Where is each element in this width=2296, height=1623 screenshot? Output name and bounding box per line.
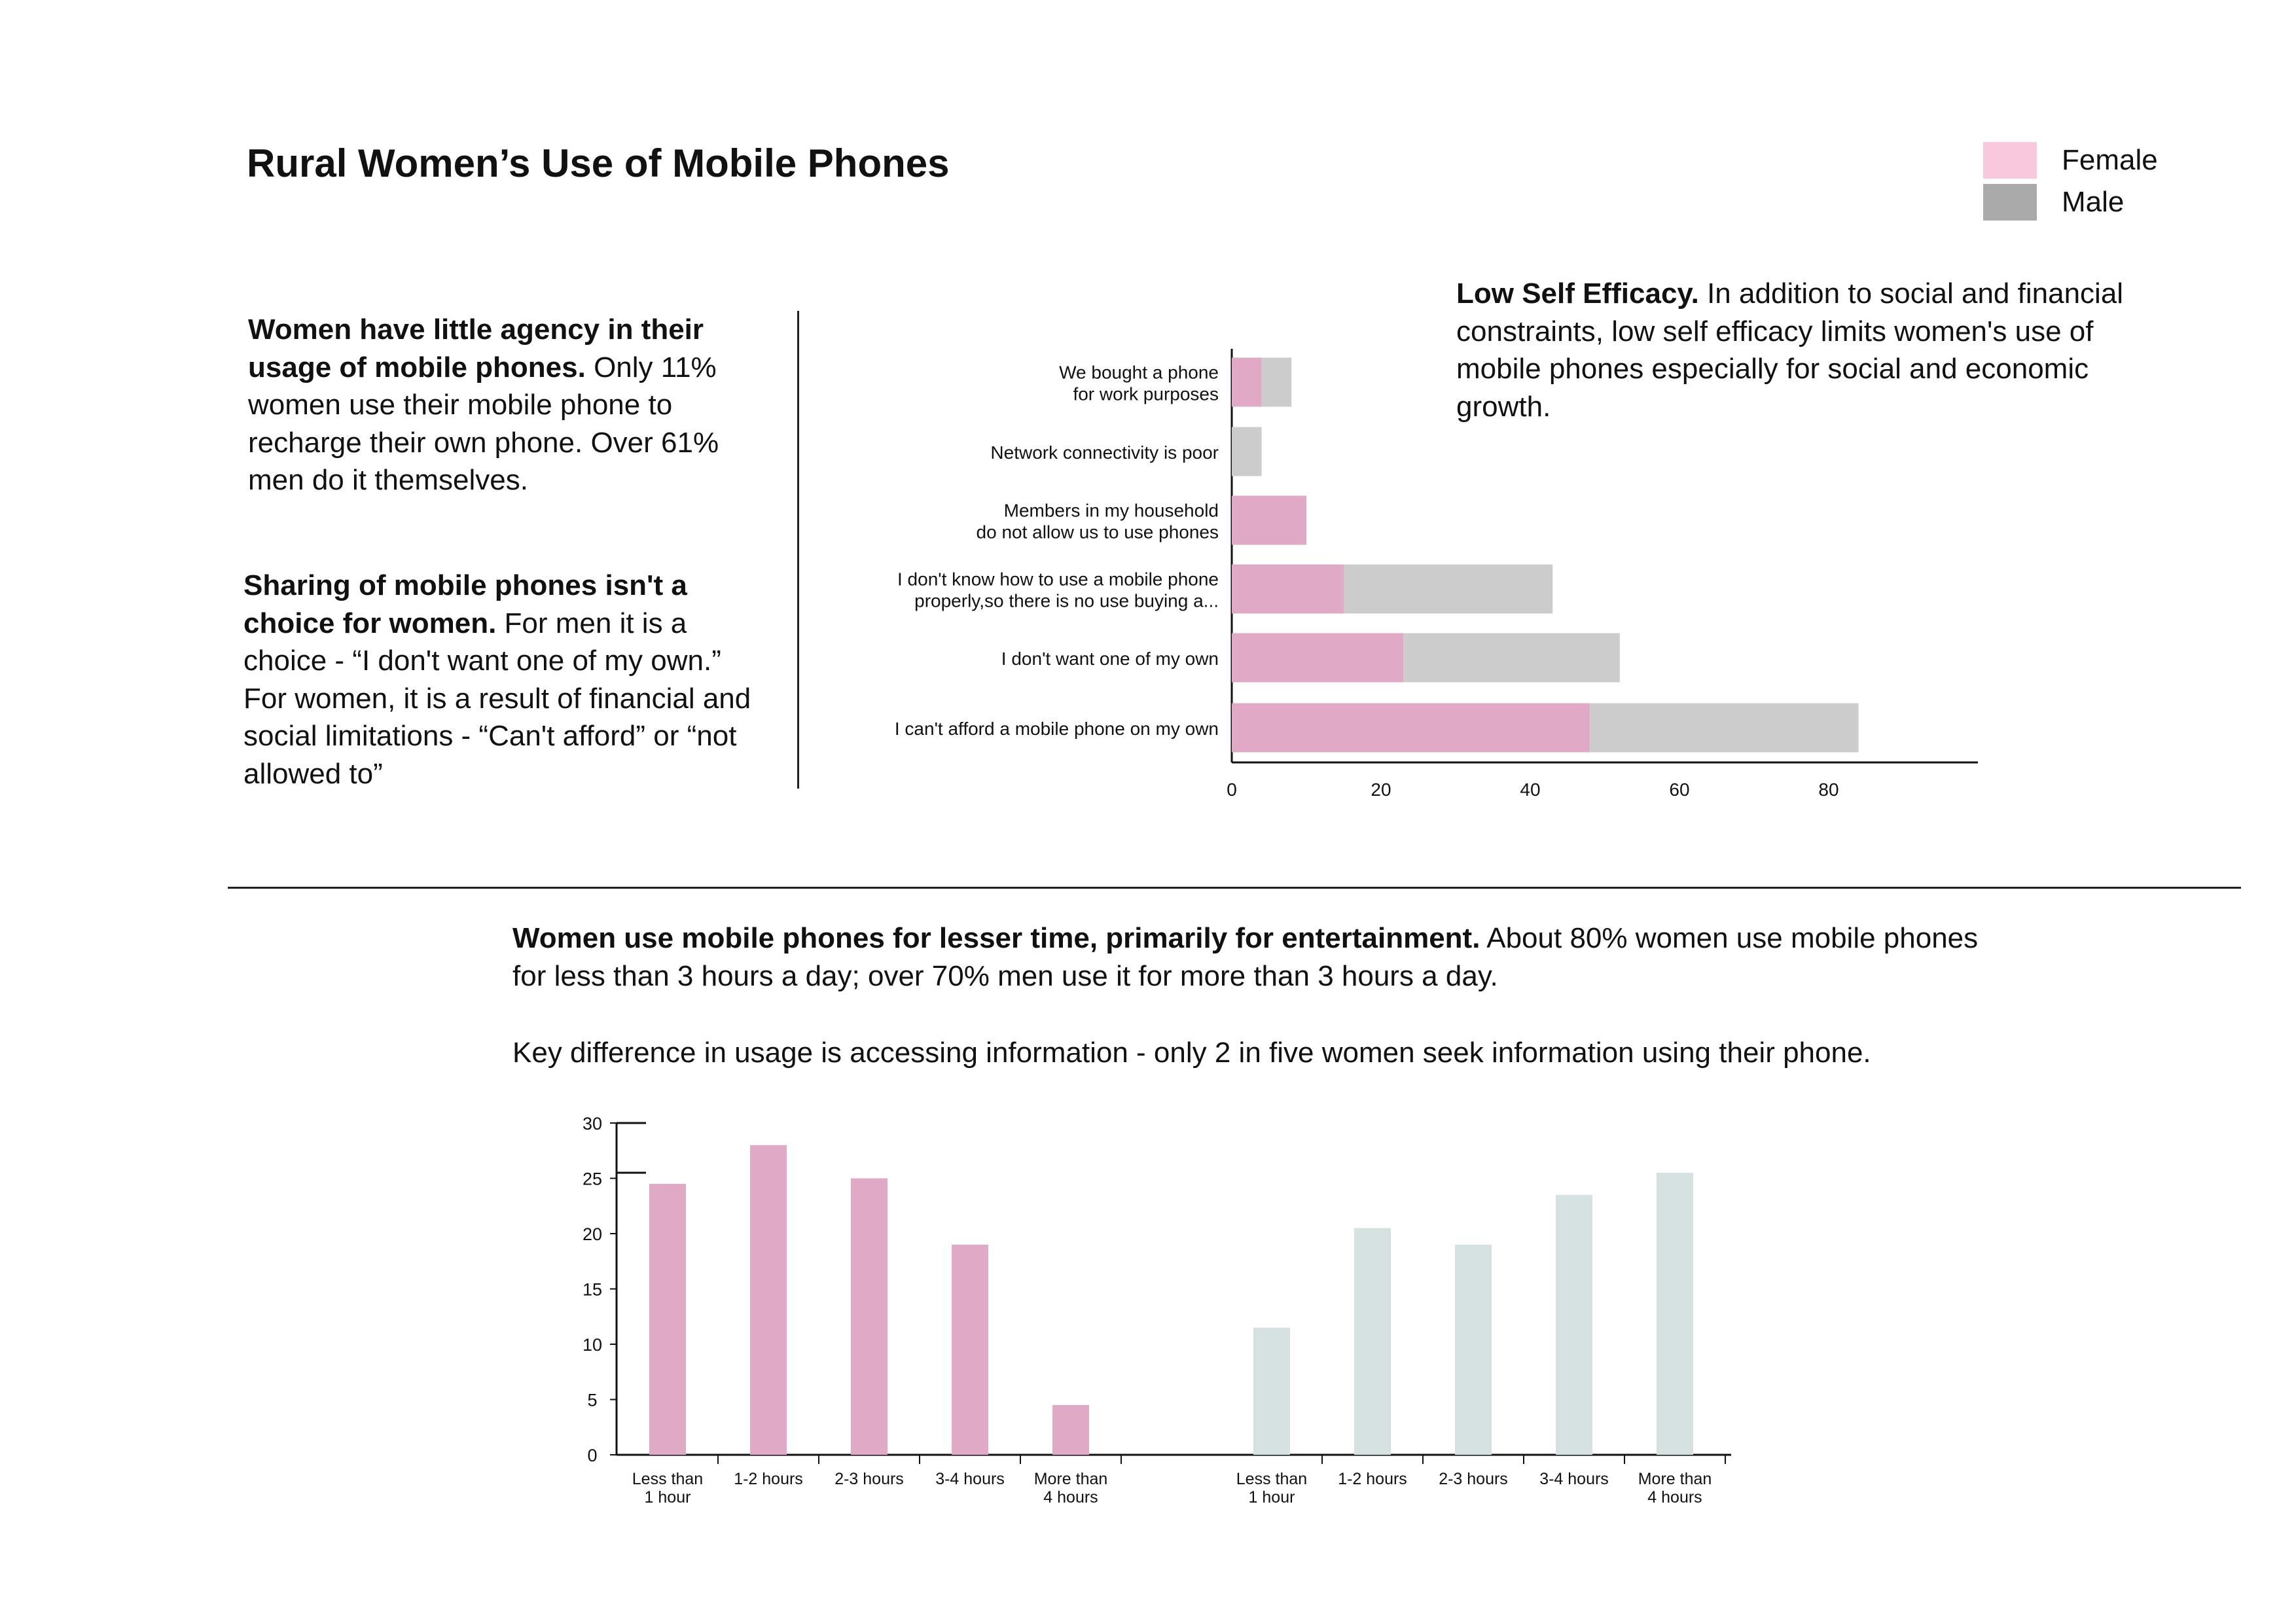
category-label: I don't know how to use a mobile phone	[897, 569, 1219, 590]
bar-group2-1	[1354, 1228, 1391, 1455]
legend-label-female: Female	[2062, 144, 2158, 176]
x-tick-label: 1 hour	[644, 1488, 691, 1507]
category-label: I can't afford a mobile phone on my own	[894, 719, 1219, 739]
bar-female-0	[1232, 358, 1262, 407]
time-body: About 80% women use mobile phones for less than 3 hours a day; over 70% men use it for more than 3 hours a day.	[512, 922, 1979, 992]
bar-group1-1	[750, 1145, 787, 1455]
agency-body: Only 11% women use their mobile phone to recharge their own phone. Over 61% men do it themselves.	[248, 351, 719, 496]
x-tick-label: 20	[1371, 779, 1391, 800]
efficacy-heading: Low Self Efficacy.	[1456, 277, 1699, 310]
x-tick-label: Less than	[632, 1470, 704, 1488]
bar-female-4	[1232, 633, 1403, 683]
bar-group2-4	[1657, 1173, 1693, 1455]
efficacy-body: In addition to social and financial constraints, low self efficacy limits women's use of mobile phones especially for social and economic growth.	[1456, 277, 2124, 423]
x-tick-label: 40	[1520, 779, 1541, 800]
x-tick-label: 2-3 hours	[1439, 1470, 1508, 1488]
category-label: do not allow us to use phones	[976, 522, 1219, 543]
x-tick-label: More than	[1638, 1470, 1712, 1488]
key-difference-text: Key difference in usage is accessing information - only 2 in five women seek information using their phone.	[512, 1037, 1871, 1069]
bar-male-5	[1590, 704, 1858, 753]
bar-male-0	[1262, 358, 1292, 407]
category-label: properly,so there is no use buying a...	[914, 590, 1219, 611]
time-paragraph	[512, 919, 1992, 995]
sharing-body: For men it is a choice - “I don't want one of my own.” For women, it is a result of financial and social limitations - “Can't afford” or “not allowed to”	[243, 607, 751, 790]
x-tick-label: 1 hour	[1248, 1488, 1295, 1507]
x-tick-label: 0	[1227, 779, 1237, 800]
x-tick-label: More than	[1033, 1470, 1108, 1488]
y-tick-label: 30	[582, 1114, 603, 1133]
time-heading: Women use mobile phones for lesser time, primarily for entertainment.	[512, 922, 1480, 954]
y-tick-label: 15	[582, 1279, 603, 1300]
x-tick-label: 1-2 hours	[734, 1470, 803, 1488]
bar-male-1	[1232, 427, 1262, 476]
x-tick-label: 3-4 hours	[935, 1470, 1005, 1488]
category-label: for work purposes	[1073, 383, 1219, 404]
bar-group1-2	[851, 1179, 888, 1455]
bar-group1-3	[952, 1245, 988, 1455]
y-tick-label: 10	[582, 1335, 603, 1355]
y-tick-label: 25	[582, 1169, 603, 1189]
agency-heading: Women have little agency in their usage of mobile phones.	[248, 313, 704, 383]
y-tick-label: 20	[582, 1224, 603, 1244]
x-tick-label: 4 hours	[1647, 1488, 1702, 1507]
bar-group2-3	[1556, 1195, 1592, 1455]
category-label: Members in my household	[1003, 500, 1219, 521]
bar-male-3	[1344, 565, 1552, 614]
horizontal-divider	[228, 887, 2241, 889]
category-label: I don't want one of my own	[1001, 649, 1219, 669]
sharing-heading: Sharing of mobile phones isn't a choice for women.	[243, 569, 687, 639]
y-tick-label: 0	[587, 1446, 598, 1465]
x-tick-label: Less than	[1236, 1470, 1308, 1488]
bar-group1-0	[649, 1184, 686, 1455]
x-tick-label: 80	[1818, 779, 1839, 800]
legend-label-male: Male	[2062, 186, 2125, 218]
bar-group2-2	[1455, 1245, 1492, 1455]
category-label: We bought a phone	[1059, 362, 1219, 383]
page-title: Rural Women’s Use of Mobile Phones	[247, 141, 950, 185]
category-label: Network connectivity is poor	[990, 442, 1219, 463]
y-tick-label: 5	[587, 1390, 598, 1410]
x-tick-label: 3-4 hours	[1539, 1470, 1609, 1488]
usage-hours-bar-chart	[0, 1080, 2296, 1538]
bar-female-3	[1232, 565, 1344, 614]
bar-group1-4	[1052, 1405, 1089, 1455]
x-tick-label: 4 hours	[1043, 1488, 1098, 1507]
x-tick-label: 1-2 hours	[1338, 1470, 1407, 1488]
bar-female-5	[1232, 704, 1590, 753]
bar-male-4	[1403, 633, 1620, 683]
bar-female-2	[1232, 496, 1306, 545]
bar-group2-0	[1253, 1328, 1290, 1455]
x-tick-label: 2-3 hours	[834, 1470, 904, 1488]
x-tick-label: 60	[1669, 779, 1690, 800]
